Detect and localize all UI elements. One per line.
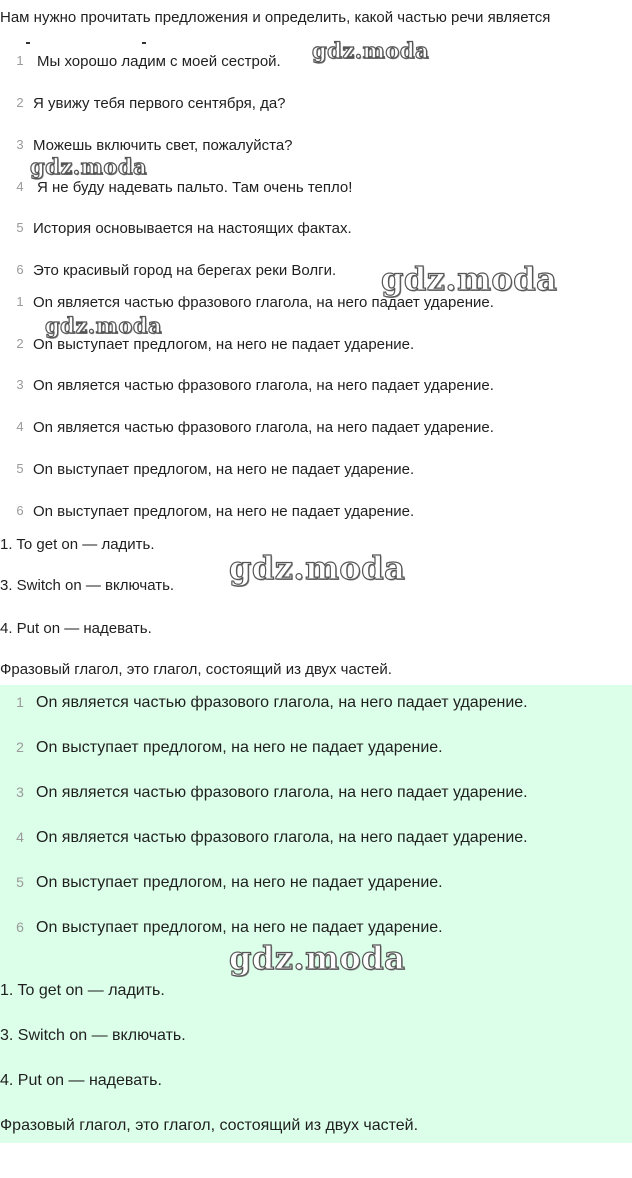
item-number: 1 — [16, 53, 24, 68]
item-number: 1 — [16, 294, 24, 309]
item-text: Мы хорошо ладим с моей сестрой. — [37, 53, 281, 70]
phrasal-verb-line: 4. Put on — надевать. — [0, 620, 152, 637]
item-number: 5 — [16, 461, 24, 476]
item-number: 6 — [16, 919, 24, 935]
item-number: 6 — [16, 262, 24, 277]
item-number: 5 — [16, 220, 24, 235]
item-text: On является частью фразового глагола, на него падает ударение. — [33, 294, 494, 311]
item-number: 2 — [16, 336, 24, 351]
item-text: Я не буду надевать пальто. Там очень тепло! — [37, 179, 353, 196]
intro-cut-line — [22, 38, 152, 44]
item-number: 2 — [16, 739, 24, 755]
item-text: On выступает предлогом, на него не падает ударение. — [36, 919, 443, 936]
item-text: On является частью фразового глагола, на него падает ударение. — [33, 377, 494, 394]
item-text: On выступает предлогом, на него не падает ударение. — [36, 739, 443, 756]
watermark-logo: gdz.moda — [229, 939, 406, 977]
watermark-logo: gdz.moda — [312, 38, 430, 63]
item-number: 3 — [16, 137, 24, 152]
watermark-logo: gdz.moda — [229, 549, 406, 587]
phrasal-verb-line: 3. Switch on — включать. — [0, 577, 175, 594]
item-number: 4 — [16, 419, 24, 434]
item-number: 6 — [16, 503, 24, 518]
phrasal-verb-line: 4. Put on — надевать. — [0, 1072, 162, 1089]
item-number: 4 — [16, 829, 24, 845]
phrasal-verb-line: 3. Switch on — включать. — [0, 1027, 186, 1044]
item-text: On выступает предлогом, на него не падает ударение. — [33, 503, 415, 520]
item-text: On является частью фразового глагола, на него падает ударение. — [36, 694, 528, 711]
definition-text: Фразовый глагол, это глагол, состоящий из двух частей. — [0, 661, 392, 678]
item-number: 2 — [16, 95, 24, 110]
item-text: Это красивый город на берегах реки Волги. — [33, 262, 337, 279]
item-text: On выступает предлогом, на него не падает ударение. — [33, 461, 415, 478]
item-number: 4 — [16, 179, 24, 194]
item-text: On выступает предлогом, на него не падает ударение. — [33, 336, 415, 353]
intro-text: Нам нужно прочитать предложения и определить, какой частью речи является — [0, 9, 551, 26]
watermark-logo: gdz.moda — [30, 154, 148, 179]
item-number: 1 — [16, 694, 24, 710]
item-text: Я увижу тебя первого сентября, да? — [33, 95, 286, 112]
answer-block — [0, 685, 632, 1143]
item-text: On выступает предлогом, на него не падает ударение. — [36, 874, 443, 891]
definition-text: Фразовый глагол, это глагол, состоящий из двух частей. — [0, 1117, 419, 1134]
watermark-logo: gdz.moda — [45, 313, 163, 338]
item-text: On является частью фразового глагола, на него падает ударение. — [36, 829, 528, 846]
phrasal-verb-line: 1. To get on — ладить. — [0, 982, 165, 999]
item-number: 5 — [16, 874, 24, 890]
item-number: 3 — [16, 377, 24, 392]
item-number: 3 — [16, 784, 24, 800]
item-text: История основывается на настоящих фактах. — [33, 220, 352, 237]
item-text: On является частью фразового глагола, на него падает ударение. — [33, 419, 494, 436]
item-text: On является частью фразового глагола, на него падает ударение. — [36, 784, 528, 801]
item-text: Можешь включить свет, пожалуйста? — [33, 137, 293, 154]
phrasal-verb-line: 1. To get on — ладить. — [0, 536, 155, 553]
watermark-logo: gdz.moda — [381, 260, 558, 298]
